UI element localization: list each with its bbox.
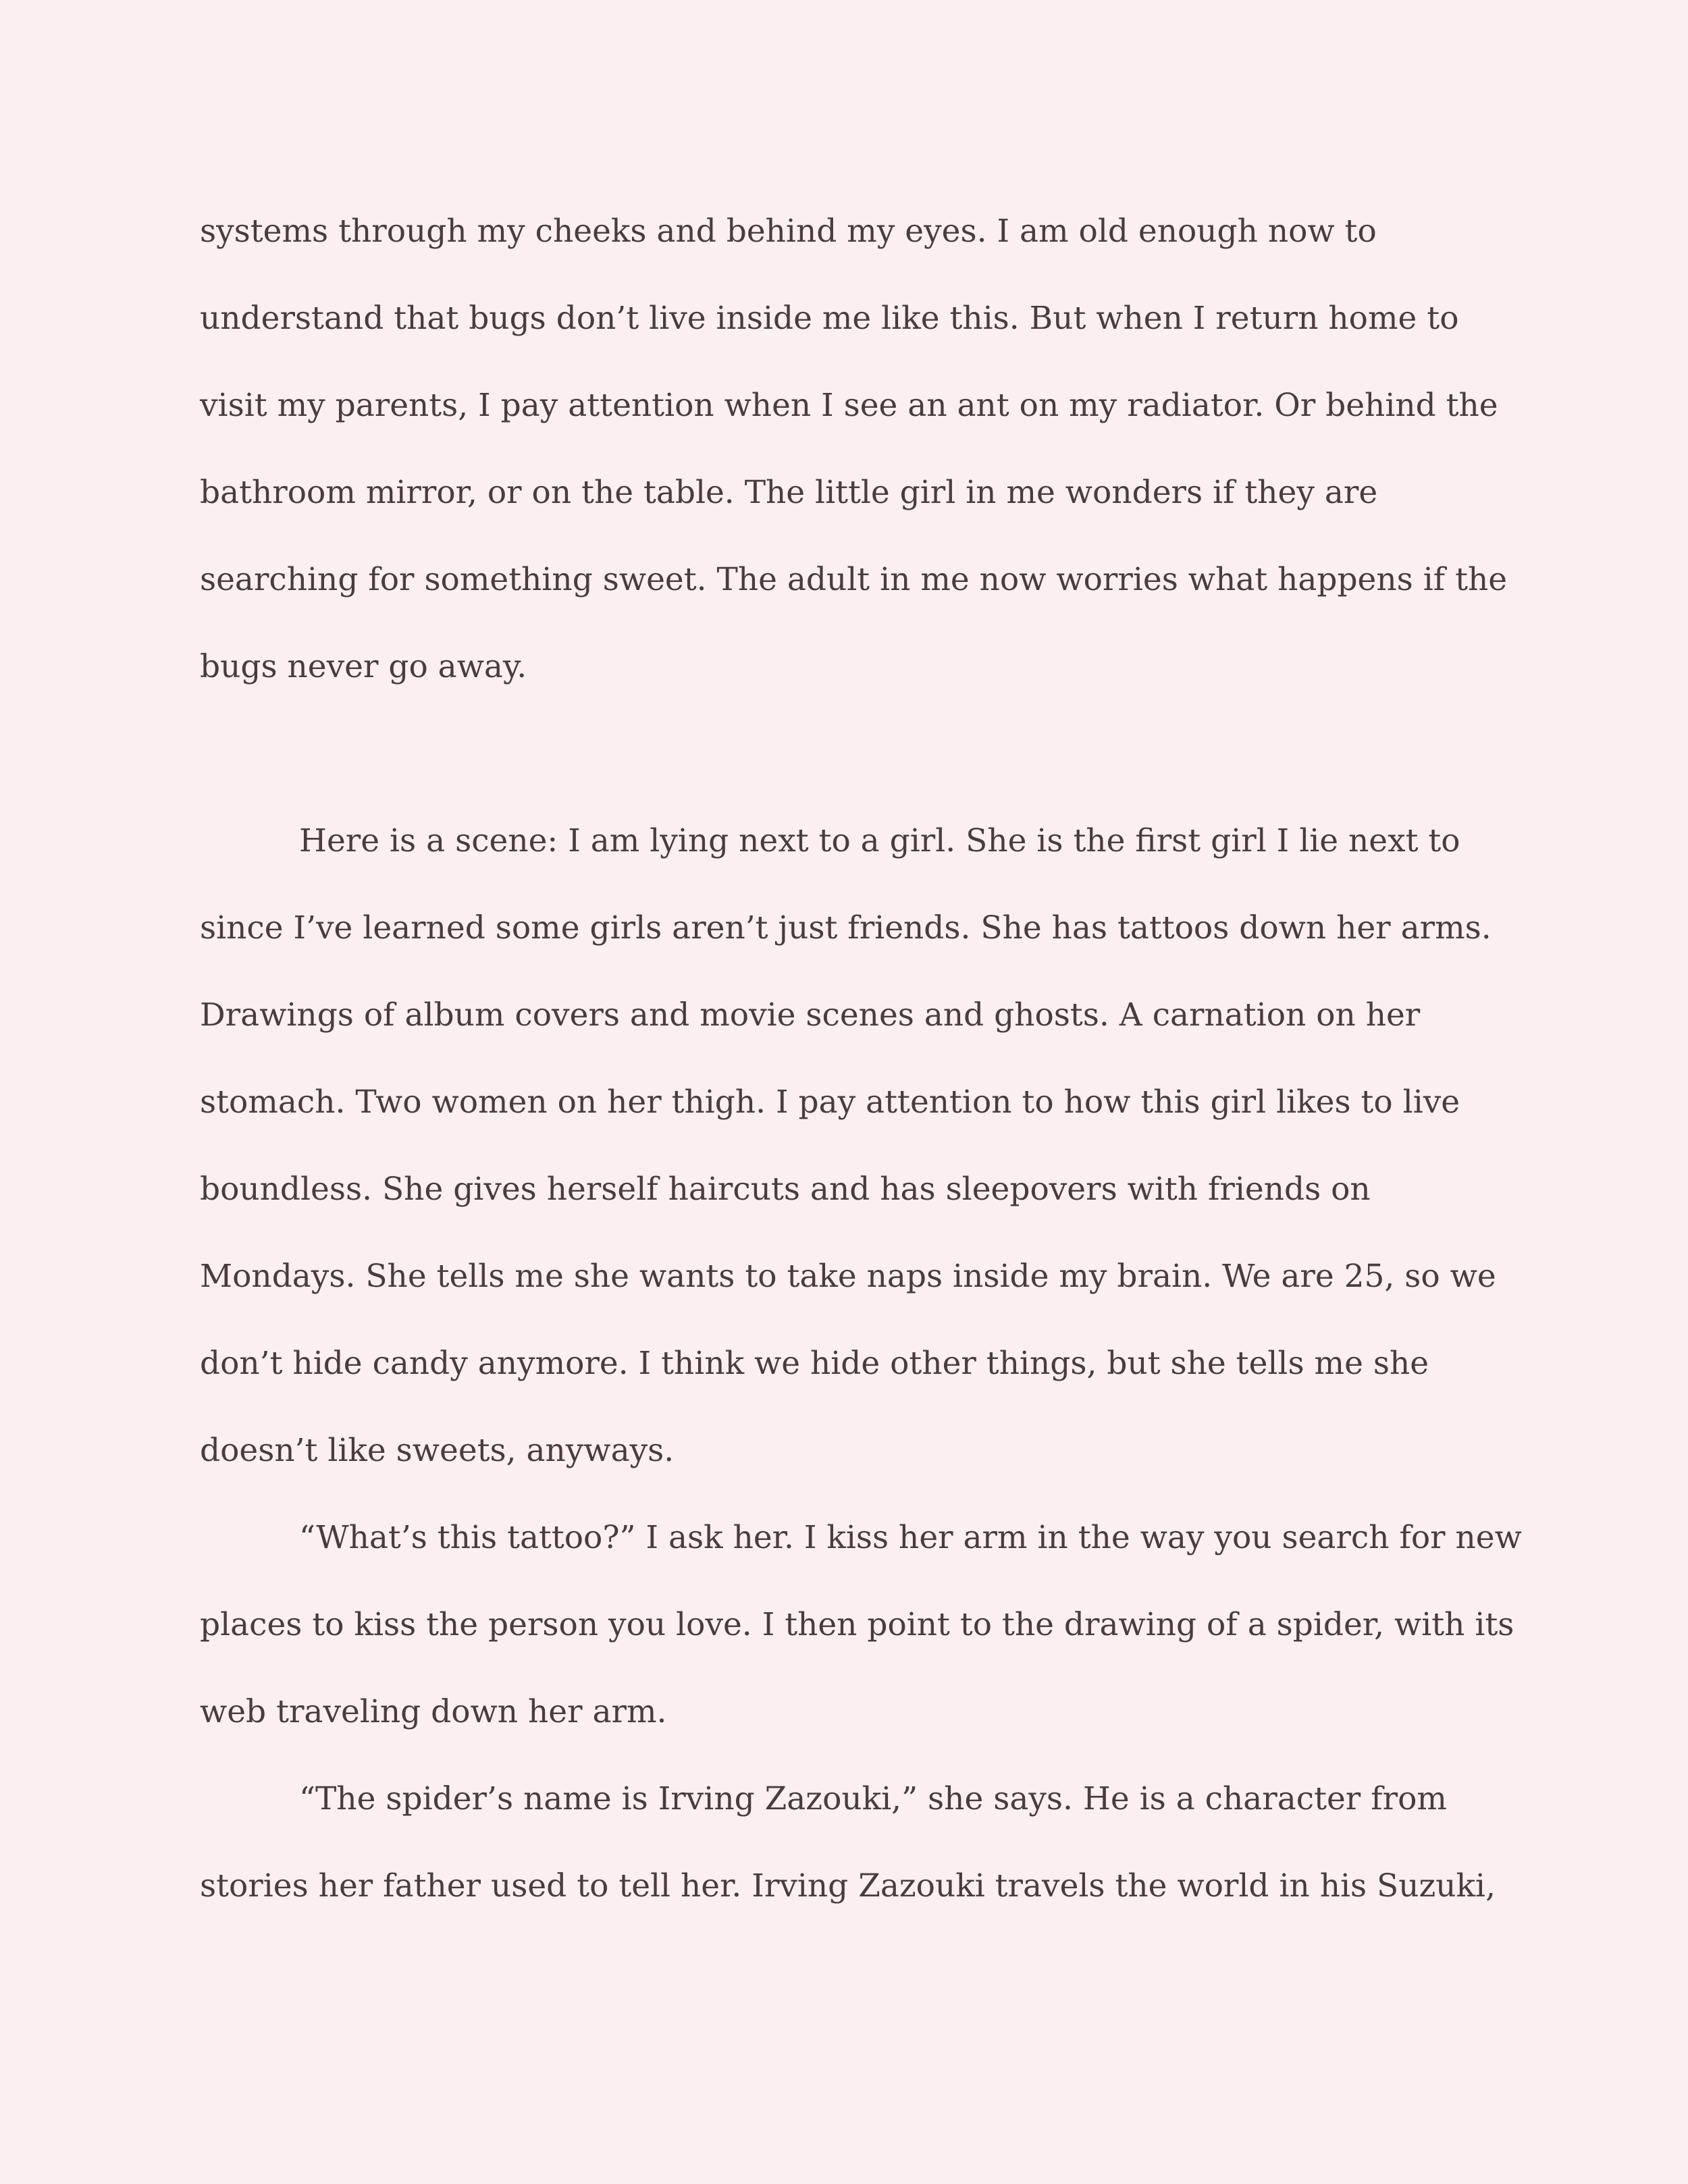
text-line: boundless. She gives herself haircuts and has sleepovers with friends on xyxy=(200,1171,1371,1208)
text-line: bathroom mirror, or on the table. The little girl in me wonders if they are xyxy=(200,474,1378,511)
text-line: Mondays. She tells me she wants to take naps inside my brain. We are 25, so we xyxy=(200,1258,1496,1295)
text-line: places to kiss the person you love. I then point to the drawing of a spider, with its xyxy=(200,1606,1514,1643)
manuscript-page xyxy=(200,0,1522,2184)
text-line: systems through my cheeks and behind my eyes. I am old enough now to xyxy=(200,213,1377,250)
text-line: “What’s this tattoo?” I ask her. I kiss her arm in the way you search for new xyxy=(299,1519,1522,1556)
text-line: don’t hide candy anymore. I think we hide other things, but she tells me she xyxy=(200,1345,1429,1382)
text-line: doesn’t like sweets, anyways. xyxy=(200,1432,675,1469)
text-line: searching for something sweet. The adult in me now worries what happens if the xyxy=(200,561,1508,598)
text-line: understand that bugs don’t live inside me like this. But when I return home to xyxy=(200,300,1459,337)
text-line: stomach. Two women on her thigh. I pay attention to how this girl likes to live xyxy=(200,1084,1460,1121)
text-line: Drawings of album covers and movie scenes and ghosts. A carnation on her xyxy=(200,996,1421,1034)
text-line: Here is a scene: I am lying next to a girl. She is the first girl I lie next to xyxy=(299,822,1460,859)
text-line: since I’ve learned some girls aren’t just friends. She has tattoos down her arms. xyxy=(200,909,1492,947)
text-line: stories her father used to tell her. Irving Zazouki travels the world in his Suzuki, xyxy=(200,1867,1496,1905)
text-line: bugs never go away. xyxy=(200,648,527,685)
text-line: visit my parents, I pay attention when I see an ant on my radiator. Or behind the xyxy=(200,387,1498,424)
text-line: web traveling down her arm. xyxy=(200,1693,667,1730)
text-line: “The spider’s name is Irving Zazouki,” she says. He is a character from xyxy=(299,1780,1447,1817)
